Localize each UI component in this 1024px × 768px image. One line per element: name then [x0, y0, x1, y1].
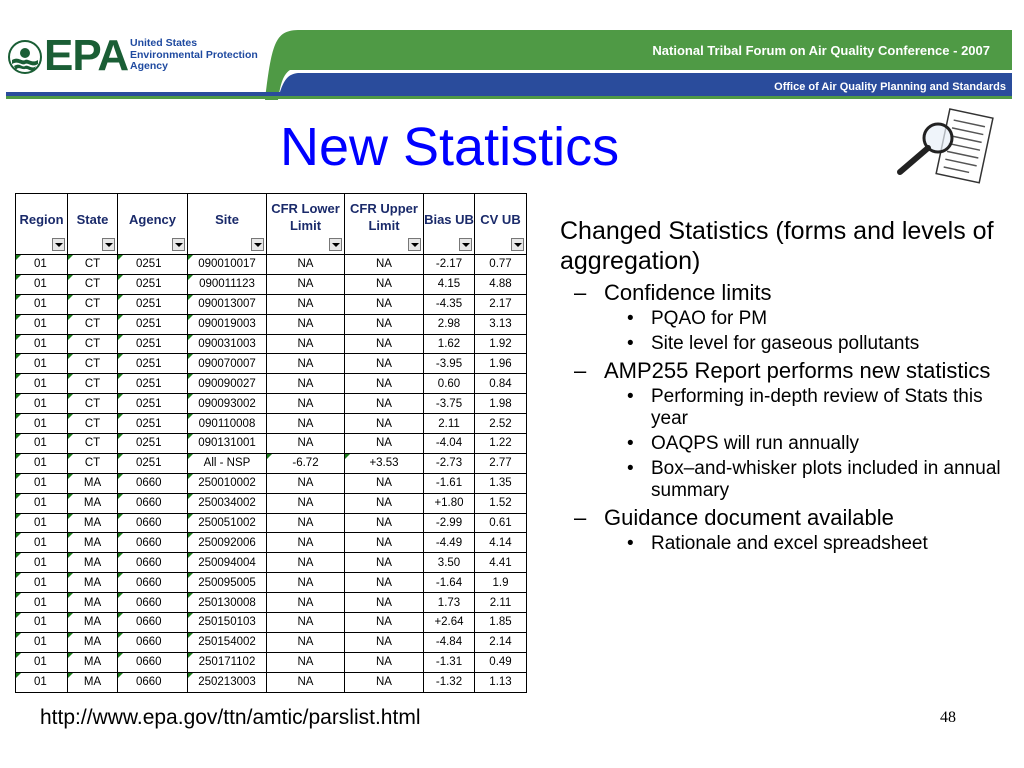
table-cell: 2.17 — [475, 294, 527, 314]
table-row — [16, 553, 527, 573]
bullet-text: OAQPS will run annually — [651, 433, 860, 454]
table-cell: CT — [68, 334, 118, 354]
table-cell: 0660 — [118, 493, 188, 513]
table-cell: MA — [68, 652, 118, 672]
table-cell: 0251 — [118, 274, 188, 294]
table-cell: NA — [345, 652, 424, 672]
dash-marker: – — [574, 280, 587, 305]
table-body — [16, 255, 527, 693]
table-cell: MA — [68, 573, 118, 593]
table-cell: -1.61 — [424, 473, 475, 493]
column-header — [345, 194, 424, 255]
table-cell: NA — [345, 274, 424, 294]
table-cell: 1.92 — [475, 334, 527, 354]
table-cell: 250171102 — [188, 652, 267, 672]
bullet-item-level-1 — [560, 216, 1008, 276]
filter-dropdown-icon[interactable] — [459, 238, 472, 251]
table-cell: 4.41 — [475, 553, 527, 573]
reference-url[interactable]: http://www.epa.gov/ttn/amtic/parslist.html — [40, 706, 421, 729]
table-cell: NA — [267, 573, 345, 593]
table-row — [16, 255, 527, 275]
bullet-marker: • — [627, 433, 634, 454]
table-cell: -4.35 — [424, 294, 475, 314]
table-cell: 2.77 — [475, 453, 527, 473]
agency-line-2: Environmental Protection — [130, 48, 258, 61]
bullet-item-level-3 — [558, 333, 1008, 355]
column-header-label: CFR Lower Limit — [271, 201, 340, 233]
table-cell: NA — [345, 334, 424, 354]
table-cell: 250150103 — [188, 613, 267, 633]
bullet-text: Site level for gaseous pollutants — [651, 333, 920, 354]
table-cell: 1.96 — [475, 354, 527, 374]
table-cell: 1.22 — [475, 434, 527, 454]
table-cell: 3.13 — [475, 314, 527, 334]
table-cell: NA — [267, 632, 345, 652]
page-number: 48 — [940, 709, 956, 726]
table-cell: 0251 — [118, 434, 188, 454]
bullet-text: Confidence limits — [604, 280, 772, 305]
column-header-label: Bias UB — [424, 212, 474, 227]
table-cell: 0251 — [118, 453, 188, 473]
table-cell: CT — [68, 394, 118, 414]
column-header-label: State — [76, 212, 109, 227]
table-cell: NA — [267, 354, 345, 374]
table-cell: CT — [68, 274, 118, 294]
table-cell: NA — [267, 434, 345, 454]
table-cell: 01 — [16, 493, 68, 513]
table-cell: 0251 — [118, 314, 188, 334]
bullet-text: Rationale and excel spreadsheet — [651, 533, 928, 554]
table-cell: 090010017 — [188, 255, 267, 275]
table-cell: 4.15 — [424, 274, 475, 294]
column-header — [188, 194, 267, 255]
table-cell: 01 — [16, 553, 68, 573]
table-cell: -3.75 — [424, 394, 475, 414]
table-cell: NA — [267, 314, 345, 334]
table-cell: NA — [345, 434, 424, 454]
filter-dropdown-icon[interactable] — [511, 238, 524, 251]
table-cell: 0251 — [118, 294, 188, 314]
table-cell: CT — [68, 294, 118, 314]
slide-title: New Statistics — [280, 117, 620, 177]
table-cell: 01 — [16, 513, 68, 533]
table-cell: 01 — [16, 613, 68, 633]
table-cell: 1.9 — [475, 573, 527, 593]
column-header-label: Region — [19, 212, 64, 227]
table-cell: NA — [345, 294, 424, 314]
table-cell: 0251 — [118, 394, 188, 414]
table-cell: NA — [345, 314, 424, 334]
table-cell: 0.61 — [475, 513, 527, 533]
table-row — [16, 274, 527, 294]
table-cell: 0251 — [118, 354, 188, 374]
table-cell: 0660 — [118, 533, 188, 553]
table-cell: NA — [267, 414, 345, 434]
bullet-marker: • — [627, 333, 634, 354]
table-cell: CT — [68, 354, 118, 374]
table-cell: 090131001 — [188, 434, 267, 454]
table-cell: 0.60 — [424, 374, 475, 394]
table-cell: 1.13 — [475, 672, 527, 692]
table-cell: 2.11 — [475, 593, 527, 613]
table-cell: 01 — [16, 632, 68, 652]
table-header-row — [16, 194, 527, 255]
table-cell: NA — [267, 513, 345, 533]
table-cell: 2.98 — [424, 314, 475, 334]
table-cell: 01 — [16, 354, 68, 374]
table-cell: 01 — [16, 255, 68, 275]
column-header-label: Site — [215, 212, 239, 227]
table-cell: NA — [345, 533, 424, 553]
table-cell: NA — [345, 374, 424, 394]
filter-dropdown-icon[interactable] — [172, 238, 185, 251]
filter-dropdown-icon[interactable] — [329, 238, 342, 251]
table-cell: 0660 — [118, 473, 188, 493]
table-cell: 0660 — [118, 593, 188, 613]
column-header — [118, 194, 188, 255]
table-cell: NA — [267, 593, 345, 613]
table-cell: 01 — [16, 374, 68, 394]
table-row — [16, 593, 527, 613]
bullet-list — [558, 216, 1008, 558]
table-cell: 2.14 — [475, 632, 527, 652]
table-cell: 0.84 — [475, 374, 527, 394]
table-cell: -2.17 — [424, 255, 475, 275]
table-cell: 250010002 — [188, 473, 267, 493]
table-cell: 090011123 — [188, 274, 267, 294]
table-row — [16, 414, 527, 434]
statistics-table — [15, 193, 527, 693]
table-row — [16, 513, 527, 533]
table-cell: NA — [345, 513, 424, 533]
table-cell: NA — [267, 533, 345, 553]
table-cell: 01 — [16, 593, 68, 613]
table-cell: 0251 — [118, 334, 188, 354]
table-cell: -4.49 — [424, 533, 475, 553]
table-cell: 3.50 — [424, 553, 475, 573]
column-header-label: Agency — [129, 212, 176, 227]
table-cell: NA — [345, 613, 424, 633]
table-cell: 01 — [16, 434, 68, 454]
table-cell: -2.99 — [424, 513, 475, 533]
bullet-text: AMP255 Report performs new statistics — [604, 358, 991, 383]
table-cell: CT — [68, 314, 118, 334]
table-cell: 1.52 — [475, 493, 527, 513]
bullet-text: Box–and-whisker plots included in annual summary — [651, 458, 1001, 501]
table-cell: 090090027 — [188, 374, 267, 394]
table-cell: 090093002 — [188, 394, 267, 414]
table-cell: +1.80 — [424, 493, 475, 513]
table-cell: 0660 — [118, 672, 188, 692]
bullet-item-level-2 — [558, 505, 1008, 530]
table-row — [16, 652, 527, 672]
table-cell: NA — [345, 394, 424, 414]
table-cell: 250154002 — [188, 632, 267, 652]
table-row — [16, 314, 527, 334]
column-header-label: CFR Upper Limit — [350, 201, 418, 233]
table-row — [16, 453, 527, 473]
table-cell: 2.52 — [475, 414, 527, 434]
filter-dropdown-icon[interactable] — [408, 238, 421, 251]
column-header — [16, 194, 68, 255]
table-cell: 090070007 — [188, 354, 267, 374]
table-row — [16, 473, 527, 493]
table-cell: 0.49 — [475, 652, 527, 672]
table-cell: -1.32 — [424, 672, 475, 692]
table-cell: 0.77 — [475, 255, 527, 275]
table-cell: 0251 — [118, 255, 188, 275]
column-header-label: CV UB — [480, 212, 521, 227]
table-cell: NA — [267, 613, 345, 633]
table-cell: -1.31 — [424, 652, 475, 672]
magnifier-document-icon — [890, 108, 996, 188]
table-cell: 090031003 — [188, 334, 267, 354]
table-cell: -2.73 — [424, 453, 475, 473]
table-cell: 0660 — [118, 573, 188, 593]
table-cell: MA — [68, 493, 118, 513]
table-cell: CT — [68, 374, 118, 394]
office-name: Office of Air Quality Planning and Standards — [774, 81, 1006, 93]
filter-dropdown-icon[interactable] — [102, 238, 115, 251]
table-cell: 0660 — [118, 652, 188, 672]
table-cell: NA — [267, 294, 345, 314]
table-cell: NA — [345, 672, 424, 692]
column-header — [424, 194, 475, 255]
table-cell: 01 — [16, 314, 68, 334]
epa-logo-text: EPA — [44, 31, 129, 80]
table-cell: NA — [267, 473, 345, 493]
bullet-text: Changed Statistics (forms and levels of aggregation) — [560, 217, 994, 275]
table-cell: NA — [267, 672, 345, 692]
agency-line-1: United States — [130, 37, 198, 49]
table-cell: 01 — [16, 533, 68, 553]
table-cell: 01 — [16, 414, 68, 434]
bullet-item-level-3 — [558, 308, 1008, 330]
table-cell: 01 — [16, 672, 68, 692]
table-cell: CT — [68, 414, 118, 434]
table-cell: NA — [345, 593, 424, 613]
table-cell: NA — [345, 632, 424, 652]
bullet-text: Guidance document available — [604, 505, 894, 530]
table-cell: MA — [68, 533, 118, 553]
table-row — [16, 533, 527, 553]
table-cell: NA — [345, 553, 424, 573]
bullet-marker: • — [627, 533, 634, 554]
table-cell: 250034002 — [188, 493, 267, 513]
table-cell: 0251 — [118, 374, 188, 394]
table-cell: 1.98 — [475, 394, 527, 414]
bullet-item-level-3 — [558, 458, 1008, 502]
bullet-text: Performing in-depth review of Stats this year — [651, 386, 983, 429]
filter-dropdown-icon[interactable] — [251, 238, 264, 251]
table-cell: 01 — [16, 294, 68, 314]
column-header — [267, 194, 345, 255]
table-cell: 0660 — [118, 613, 188, 633]
bullet-marker: • — [627, 386, 634, 407]
table-cell: NA — [345, 473, 424, 493]
table-cell: 01 — [16, 453, 68, 473]
agency-line-3: Agency — [130, 60, 168, 72]
table-row — [16, 394, 527, 414]
table-cell: NA — [345, 414, 424, 434]
table-cell: 250094004 — [188, 553, 267, 573]
table-cell: MA — [68, 473, 118, 493]
table-cell: 250213003 — [188, 672, 267, 692]
table-cell: NA — [345, 493, 424, 513]
bullet-item-level-3 — [558, 386, 1008, 430]
epa-flower-icon — [8, 40, 42, 74]
table-cell: 1.62 — [424, 334, 475, 354]
bullet-item-level-3 — [558, 533, 1008, 555]
table-cell: 090013007 — [188, 294, 267, 314]
table-cell: +3.53 — [345, 453, 424, 473]
table-row — [16, 632, 527, 652]
table-cell: NA — [267, 553, 345, 573]
table-cell: 090110008 — [188, 414, 267, 434]
table-cell: 4.14 — [475, 533, 527, 553]
table-row — [16, 573, 527, 593]
table-cell: 0251 — [118, 414, 188, 434]
table-row — [16, 334, 527, 354]
table-cell: NA — [267, 334, 345, 354]
bullet-item-level-2 — [558, 280, 1008, 305]
table-cell: 250130008 — [188, 593, 267, 613]
table-cell: 250092006 — [188, 533, 267, 553]
table-cell: 0660 — [118, 513, 188, 533]
filter-dropdown-icon[interactable] — [52, 238, 65, 251]
bullet-marker: • — [627, 458, 634, 479]
table-cell: 0660 — [118, 553, 188, 573]
table-cell: 250095005 — [188, 573, 267, 593]
table-cell: MA — [68, 553, 118, 573]
table-cell: -4.04 — [424, 434, 475, 454]
table-row — [16, 672, 527, 692]
table-cell: 01 — [16, 473, 68, 493]
bullet-item-level-3 — [558, 433, 1008, 455]
table-cell: MA — [68, 672, 118, 692]
epa-logo[interactable] — [8, 31, 278, 80]
table-row — [16, 434, 527, 454]
table-row — [16, 493, 527, 513]
table-cell: -6.72 — [267, 453, 345, 473]
table-cell: CT — [68, 255, 118, 275]
bullet-text: PQAO for PM — [651, 308, 768, 329]
dash-marker: – — [574, 505, 587, 530]
column-header — [68, 194, 118, 255]
dash-marker: – — [574, 358, 587, 383]
table-row — [16, 374, 527, 394]
table-cell: MA — [68, 613, 118, 633]
table-cell: CT — [68, 434, 118, 454]
table-cell: 01 — [16, 274, 68, 294]
table-cell: MA — [68, 632, 118, 652]
table-cell: CT — [68, 453, 118, 473]
table-cell: 090019003 — [188, 314, 267, 334]
bullet-marker: • — [627, 308, 634, 329]
table-cell: NA — [267, 652, 345, 672]
table-cell: NA — [267, 274, 345, 294]
table-cell: 2.11 — [424, 414, 475, 434]
table-row — [16, 613, 527, 633]
table-cell: 01 — [16, 652, 68, 672]
table-row — [16, 354, 527, 374]
table-cell: 01 — [16, 334, 68, 354]
table-cell: -1.64 — [424, 573, 475, 593]
table-cell: -4.84 — [424, 632, 475, 652]
table-cell: NA — [267, 394, 345, 414]
table-cell: 01 — [16, 573, 68, 593]
column-header — [475, 194, 527, 255]
table-cell: 1.35 — [475, 473, 527, 493]
table-cell: NA — [345, 255, 424, 275]
table-cell: MA — [68, 513, 118, 533]
conference-title: National Tribal Forum on Air Quality Conference - 2007 — [652, 43, 990, 58]
table-cell: 1.85 — [475, 613, 527, 633]
table-cell: All - NSP — [188, 453, 267, 473]
table-row — [16, 294, 527, 314]
table-cell: 4.88 — [475, 274, 527, 294]
table-cell: -3.95 — [424, 354, 475, 374]
table-cell: NA — [267, 374, 345, 394]
table-cell: NA — [345, 573, 424, 593]
table-cell: 1.73 — [424, 593, 475, 613]
table-cell: MA — [68, 593, 118, 613]
bullet-item-level-2 — [558, 358, 1008, 383]
agency-name — [130, 38, 280, 73]
table-cell: 0660 — [118, 632, 188, 652]
table-cell: NA — [267, 493, 345, 513]
table-cell: NA — [345, 354, 424, 374]
table-cell: 01 — [16, 394, 68, 414]
table-cell: +2.64 — [424, 613, 475, 633]
table-cell: 250051002 — [188, 513, 267, 533]
table-cell: NA — [267, 255, 345, 275]
